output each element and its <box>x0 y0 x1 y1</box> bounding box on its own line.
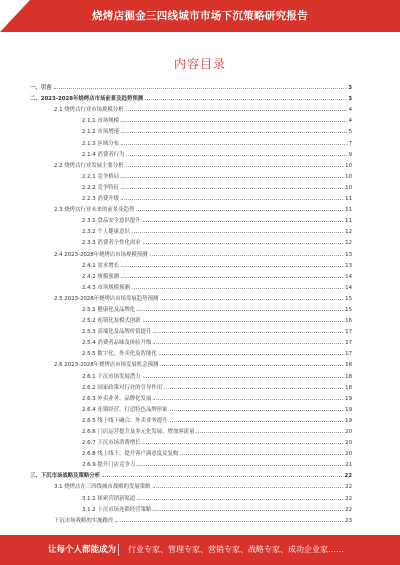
toc-leader-dots <box>121 277 343 278</box>
toc-leader-dots <box>153 399 343 400</box>
toc-entry-page: 22 <box>345 484 352 491</box>
toc-entry[interactable] <box>30 80 352 91</box>
toc-entry[interactable] <box>30 468 352 479</box>
toc-entry-page: 13 <box>345 251 352 258</box>
toc-entry-page: 20 <box>345 440 352 447</box>
toc-leader-dots <box>115 521 343 522</box>
toc-entry[interactable] <box>30 457 352 468</box>
toc-entry-page: 21 <box>345 462 352 469</box>
toc-entry-label: 2.2.1 竞争格局 <box>82 173 119 180</box>
toc-leader-dots <box>160 365 343 366</box>
toc-entry-page: 11 <box>345 207 352 214</box>
toc-entry-page: 22 <box>344 473 352 480</box>
toc-entry[interactable] <box>30 413 352 424</box>
toc-entry-label: 3.1 烧烤店在三四线城市战略的发展策略 <box>54 484 151 491</box>
toc-entry-page: 10 <box>345 173 352 180</box>
toc-entry[interactable] <box>30 158 352 169</box>
toc-entry[interactable] <box>30 502 352 513</box>
toc-entry-page: 9 <box>348 151 352 158</box>
toc-entry-page: 14 <box>345 273 352 280</box>
toc-entry-page: 3 <box>348 96 352 103</box>
toc-entry[interactable] <box>30 424 352 435</box>
toc-entry-label: 下沉市场战略的实施路径 <box>54 517 114 524</box>
toc-entry-page: 22 <box>345 495 352 502</box>
toc-entry-page: 17 <box>345 351 352 358</box>
toc-entry-page: 19 <box>345 395 352 402</box>
toc-entry[interactable] <box>30 380 352 391</box>
toc-entry-label: 2.4.2 规模预测 <box>82 273 119 280</box>
footer-divider <box>118 544 119 556</box>
toc-entry-label: 一、引言 <box>30 85 52 92</box>
toc-leader-dots <box>132 232 343 233</box>
toc-leader-dots <box>143 321 344 322</box>
toc-entry[interactable] <box>30 302 352 313</box>
toc-leader-dots <box>121 199 343 200</box>
toc-leader-dots <box>145 99 346 100</box>
toc-leader-dots <box>136 210 343 211</box>
report-title: 烧烤店掘金三四线城市市场下沉策略研究报告 <box>92 10 308 22</box>
toc-leader-dots <box>137 310 343 311</box>
toc-entry-label: 2.5.2 连锁化及模式创新 <box>82 318 141 325</box>
toc-entry[interactable] <box>30 435 352 446</box>
toc-entry[interactable] <box>30 346 352 357</box>
toc-entry-page: 11 <box>345 196 352 203</box>
toc-entry-label: 2.1.4 消费者行为 <box>82 151 125 158</box>
toc-leader-dots <box>121 177 343 178</box>
toc-entry[interactable] <box>30 324 352 335</box>
toc-heading: 内容目录 <box>173 57 226 71</box>
toc-entry[interactable] <box>30 291 352 302</box>
toc-entry-label: 2.5.5 数字化、外卖化及智能化 <box>82 351 157 358</box>
toc-entry-label: 2.3.2 个人健康意识 <box>82 229 130 236</box>
toc-entry-label: 2.1.2 市场增速 <box>82 129 119 136</box>
toc-leader-dots <box>170 421 344 422</box>
toc-entry-page: 18 <box>345 362 352 369</box>
toc-entry-page: 10 <box>345 162 352 169</box>
toc-leader-dots <box>132 288 343 289</box>
toc-entry-label: 2.2.3 消费升级 <box>82 196 119 203</box>
toc-leader-dots <box>137 465 343 466</box>
toc-entry-page: 19 <box>345 406 352 413</box>
toc-entry[interactable] <box>30 357 352 368</box>
toc-leader-dots <box>153 487 344 488</box>
toc-entry[interactable] <box>30 313 352 324</box>
toc-entry-page: 18 <box>345 373 352 380</box>
toc-leader-dots <box>170 410 344 411</box>
toc-leader-dots <box>102 476 342 477</box>
toc-entry[interactable] <box>30 280 352 291</box>
toc-entry[interactable] <box>30 258 352 269</box>
toc-entry[interactable] <box>30 169 352 180</box>
toc-leader-dots <box>180 454 343 455</box>
toc-leader-dots <box>137 499 343 500</box>
toc-entry[interactable] <box>30 102 352 113</box>
toc-leader-dots <box>54 88 347 89</box>
toc-entry-label: 2.4.3 市场规模预测 <box>82 284 130 291</box>
toc-leader-dots <box>143 443 344 444</box>
toc-entry-label: 2.1.3 区域分布 <box>82 140 119 147</box>
toc-entry-page: 15 <box>345 306 352 313</box>
toc-entry-page: 14 <box>345 284 352 291</box>
footer-tagline: 行业专家、管理专家、营销专家、战略专家、成功企业家…… <box>128 545 344 554</box>
toc-entry-page: 23 <box>345 517 352 524</box>
toc-entry-label: 2.4.1 需求增长 <box>82 262 119 269</box>
toc-entry-page: 5 <box>348 129 352 136</box>
toc-entry-page: 18 <box>345 384 352 391</box>
toc-entry[interactable] <box>30 124 352 135</box>
toc-leader-dots <box>153 343 343 344</box>
toc-entry-label: 2.6.8 线上线下、提升客户满意度及复购 <box>82 451 179 458</box>
toc-leader-dots <box>143 243 344 244</box>
toc-entry-page: 17 <box>345 340 352 347</box>
toc-entry[interactable] <box>30 479 352 490</box>
toc-entry[interactable] <box>30 180 352 191</box>
toc-entry-label: 2.5.1 健康化及品牌化 <box>82 306 136 313</box>
table-of-contents <box>30 80 352 524</box>
toc-leader-dots <box>164 388 343 389</box>
toc-entry[interactable] <box>30 335 352 346</box>
toc-entry-label: 2.3.1 食品安全意识提升 <box>82 218 141 225</box>
toc-entry-label: 2.2.2 竞争特征 <box>82 184 119 191</box>
toc-entry-label: 二、2023-2028年烧烤店市场前景及趋势预测 <box>30 96 144 103</box>
toc-entry[interactable] <box>30 191 352 202</box>
toc-entry-page: 7 <box>348 140 352 147</box>
toc-leader-dots <box>126 110 347 111</box>
toc-leader-dots <box>196 432 343 433</box>
toc-entry-page: 4 <box>348 118 352 125</box>
toc-entry-label: 2.3.3 消费者个性化需求 <box>82 240 141 247</box>
toc-leader-dots <box>121 121 347 122</box>
toc-entry[interactable] <box>30 490 352 501</box>
toc-entry-label: 2.6 2023-2028年烧烤店市场发展机会预测 <box>54 362 159 369</box>
toc-entry-page: 4 <box>348 107 352 114</box>
toc-entry-label: 2.1 烧烤店行业市场规模分析 <box>54 107 124 114</box>
footer-slogan: 让每个人都能成为 <box>48 545 117 555</box>
toc-entry[interactable] <box>30 368 352 379</box>
toc-entry-label: 2.5 2023-2028年烧烤店市场发展趋势预测 <box>54 295 159 302</box>
toc-entry-page: 10 <box>345 184 352 191</box>
toc-entry-label: 2.6.4 连锁经营、打造特色品牌形象 <box>82 406 168 413</box>
toc-leader-dots <box>121 144 347 145</box>
toc-entry-page: 13 <box>345 262 352 269</box>
toc-entry-page: 3 <box>348 85 352 92</box>
toc-entry-page: 17 <box>345 329 352 336</box>
toc-entry[interactable] <box>30 213 352 224</box>
toc-entry-page: 20 <box>345 451 352 458</box>
toc-entry-label: 2.1.1 市场规模 <box>82 118 119 125</box>
toc-entry-label: 3.1.1 探索营销新渠道 <box>82 495 136 502</box>
toc-entry-label: 2.6.6 门店运营提升及多元化发展、增加客流量 <box>82 429 195 435</box>
toc-leader-dots <box>150 255 344 256</box>
toc-entry[interactable] <box>30 513 352 524</box>
toc-entry[interactable] <box>30 235 352 246</box>
toc-leader-dots <box>159 354 343 355</box>
toc-leader-dots <box>160 299 343 300</box>
toc-entry-label: 2.6.2 国家政策对行业的引导作用 <box>82 384 163 391</box>
toc-entry-page: 12 <box>345 229 352 236</box>
toc-entry-label: 2.3 烧烤店行业未来的前景及趋势 <box>54 207 135 214</box>
toc-leader-dots <box>143 377 344 378</box>
toc-entry-page: 20 <box>345 429 352 435</box>
toc-leader-dots <box>153 332 343 333</box>
toc-entry[interactable] <box>30 246 352 257</box>
toc-leader-dots <box>121 188 343 189</box>
toc-leader-dots <box>121 132 347 133</box>
toc-leader-dots <box>143 221 344 222</box>
toc-entry-page: 16 <box>345 318 352 325</box>
toc-entry[interactable] <box>30 269 352 280</box>
toc-entry-page: 11 <box>345 218 352 225</box>
toc-entry[interactable] <box>30 402 352 413</box>
toc-entry-page: 22 <box>345 506 352 513</box>
toc-entry-label: 2.6.9 提升门店竞争力 <box>82 462 136 469</box>
toc-entry-page: 19 <box>345 417 352 424</box>
toc-entry[interactable] <box>30 91 352 102</box>
toc-entry-label: 2.2 烧烤店行业发展主要分析 <box>54 162 124 169</box>
toc-entry-label: 3.1.2 下沉市场连锁经营策略 <box>82 506 152 513</box>
toc-entry[interactable] <box>30 147 352 158</box>
page-header <box>0 0 400 32</box>
toc-entry[interactable] <box>30 224 352 235</box>
page-footer <box>0 535 400 565</box>
toc-entry-label: 2.6.3 外卖业务、品牌化发展 <box>82 395 152 402</box>
toc-entry-page: 12 <box>345 240 352 247</box>
toc-entry-label: 2.5.4 消费者品味及体验升级 <box>82 340 152 347</box>
toc-entry-label: 2.6.7 下沉市场消费增长 <box>82 440 141 447</box>
toc-entry-label: 2.6.5 线上线下融合、外卖业务提升 <box>82 417 168 424</box>
toc-entry-label: 2.6.1 下沉市场发展潜力 <box>82 373 141 380</box>
toc-entry[interactable] <box>30 446 352 457</box>
toc-entry[interactable] <box>30 113 352 124</box>
toc-entry[interactable] <box>30 202 352 213</box>
toc-leader-dots <box>121 266 343 267</box>
toc-leader-dots <box>153 510 343 511</box>
toc-entry-page: 15 <box>345 295 352 302</box>
toc-entry-label: 三、下沉市场战略及策略分析 <box>30 473 101 480</box>
toc-entry[interactable] <box>30 135 352 146</box>
toc-entry[interactable] <box>30 391 352 402</box>
toc-entry-label: 2.4 2023-2028年烧烤店市场规模预测 <box>54 251 148 258</box>
toc-leader-dots <box>126 166 344 167</box>
toc-entry-label: 2.5.3 高端化及品牌价值提升 <box>82 329 152 336</box>
toc-leader-dots <box>126 155 346 156</box>
